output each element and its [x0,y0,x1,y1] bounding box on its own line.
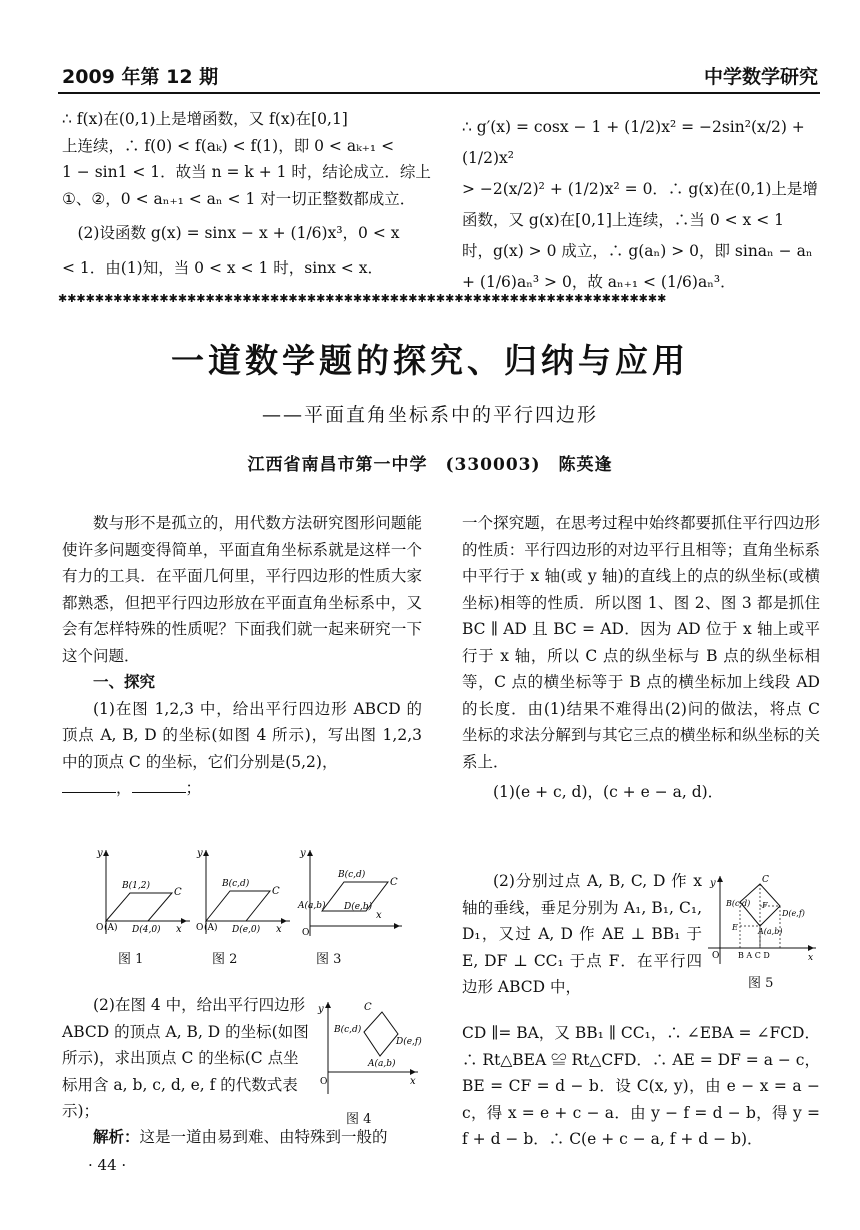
fig1-y: y [97,848,103,859]
right-paragraph-2b [462,1020,820,1153]
figure-3-caption: 图 3 [316,952,342,967]
figure-5 [704,872,820,964]
article-title: 一道数学题的探究、归纳与应用 [171,341,689,380]
fig3-D: D(e,b) [344,902,373,912]
fig3-O: O [302,928,310,936]
fig2-C: C [272,886,280,897]
blank-sep: ， [116,779,132,797]
fig2-D: D(e,0) [232,925,261,935]
fig4-O: O [320,1077,328,1087]
fig5-D: D(e,f) [782,909,805,918]
prev-right-line: + (1/6)aₙ³ > 0，故 aₙ₊₁ < (1/6)aₙ³． [462,273,736,291]
header-rule [58,92,820,94]
fig4-D: D(e,f) [396,1037,422,1047]
fig2-y: y [197,848,203,859]
fig5-F: F [762,901,768,910]
fig1-D: D(4,0) [132,925,161,935]
prev-article-right [462,112,822,298]
analysis-label: 解析： [93,1128,140,1146]
article-author: 江西省南昌市第一中学 (330003) 陈英逢 [247,455,613,475]
question-2 [62,992,310,1125]
right-paragraph-1: 一个探究题，在思考过程中始终都要抓住平行四边形的性质：平行四边形的对边平行且相等；直角坐标系中平行于 x 轴(或 y 轴)的直线上的点的纵坐标(或横坐标)相等的性质．所以图 1、图 2、图 3 都是抓住 BC ∥ AD 且 BC = AD．因为 AD 位于 x 轴上或平行于 x 轴，所以 C 点的纵坐标与 B 点的纵坐标相等，C 点的横坐标等于 B 点的横坐标加上线段 AD 的长度．由(1)结果不难得出(2)问的做法，将点 C 坐标的求法分解到与其它三点的横坐标和纵坐标的关系上． [462,514,820,771]
right-column [462,510,820,806]
fig4-A: A(a,b) [368,1059,396,1069]
fig3-A: A(a,b) [298,901,326,911]
fig3-C: C [390,877,398,888]
prev-left-line: < 1．由(1)知，当 0 < x < 1 时，sinx < x． [62,258,383,277]
analysis-text: 这是一道由易到难、由特殊到一般的 [139,1128,388,1146]
question-2-text: (2)在图 4 中，给出平行四边形 ABCD 的顶点 A, B, D 的坐标(如图所示)，求出顶点 C 的坐标(C 点坐标用含 a, b, c, d, e, f 的代数式表示)； [62,996,309,1120]
section-heading [62,669,422,696]
figure-2 [192,846,292,936]
prev-left-line: ①、②，0 < aₙ₊₁ < aₙ < 1 对一切正整数都成立． [62,189,416,208]
intro-paragraph: 数与形不是孤立的，用代数方法研究图形问题能使许多问题变得简单，平面直角坐标系就是这样一个有力的工具．在平面几何里，平行四边形的性质大家都熟悉，但把平行四边形放在平面直角坐标系中，又会有怎样特殊的性质呢？下面我们就一起来研究一下这个问题． [62,514,422,665]
prev-left-line: ∴ f(x)在(0,1)上是增函数，又 f(x)在[0,1] [62,110,348,128]
fig3-y: y [300,848,306,859]
section-title: 一、探究 [93,673,156,691]
fig3-B: B(c,d) [338,870,366,880]
right-paragraph-2a [462,868,702,1001]
fig2-B: B(c,d) [222,879,250,889]
fig4-x: x [410,1076,416,1087]
article-subtitle: ——平面直角坐标系中的平行四边形 [261,404,598,426]
fig1-B: B(1,2) [122,881,150,891]
figure-4 [312,998,422,1094]
fig3-x: x [376,910,382,921]
prev-left-line: (2)设函数 g(x) = sinx − x + (1/6)x³，0 < x [62,224,400,242]
fig2-O: O [196,923,204,933]
fig4-C: C [364,1002,372,1013]
fig5-C: C [762,875,769,885]
figure-2-caption: 图 2 [212,952,238,967]
right-paragraph-2a-text: (2)分别过点 A, B, C, D 作 x 轴的垂线，垂足分别为 A₁, B₁, C₁, D₁，又过 A, D 作 AE ⊥ BB₁ 于 E, DF ⊥ CC₁ 于点 F．在平行四边形 ABCD 中， [462,872,702,996]
figure-1-caption: 图 1 [118,952,144,967]
fig1-x: x [176,924,182,935]
right-paragraph-2b-text: CD ∥= BA，又 BB₁ ∥ CC₁，∴ ∠EBA = ∠FCD．∴ Rt△BEA ≌ Rt△CFD．∴ AE = DF = a − c，BE = CF = d − b．设 C(x, y)，由 e − x = a − c，得 x = e + c − a．由 y − f = d − b，得 y = f + d − b．∴ C(e + c − a, f + d − b)． [462,1024,820,1148]
analysis-paragraph [62,1124,422,1151]
fig1-A: (A) [104,923,118,933]
fig5-x: x [808,953,814,963]
question-1 [62,696,422,776]
figure-5-caption: 图 5 [748,976,774,991]
prev-left-line: 1 − sin1 < 1．故当 n = k + 1 时，结论成立．综上 [62,163,431,181]
blank-end: ； [185,779,202,797]
journal-issue: 2009 年第 12 期 [62,66,219,88]
page-number: · 44 · [88,1156,127,1174]
prev-right-line: 函数，又 g(x)在[0,1]上连续，∴当 0 < x < 1 [462,211,785,229]
fig5-B: B(c,d) [726,899,751,908]
answer-1: (1)(e + c, d)，(c + e − a, d)． [493,783,724,801]
fig1-O: O [96,923,104,933]
prev-right-line: ∴ g′(x) = cosx − 1 + (1/2)x² = −2sin²(x/2) + (1/2)x² [462,118,805,167]
fig5-axis-feet: B A C D [738,951,770,960]
star-divider: ✱✱✱✱✱✱✱✱✱✱✱✱✱✱✱✱✱✱✱✱✱✱✱✱✱✱✱✱✱✱✱✱✱✱✱✱✱✱✱✱✱✱✱✱✱✱✱✱✱✱✱✱✱✱✱✱✱✱✱✱✱✱✱✱✱✱ [58,293,667,305]
figure-4-caption: 图 4 [346,1112,372,1127]
fig2-A: (A) [204,923,218,933]
figure-3 [292,846,412,936]
prev-article-left [62,106,432,281]
fig5-y: y [710,878,716,889]
fig4-B: B(c,d) [334,1025,362,1035]
question-1-blanks [62,775,422,802]
answer-blank [62,778,116,793]
analysis [62,1124,422,1151]
fig5-O: O [712,951,720,961]
question-1-text: (1)在图 1,2,3 中，给出平行四边形 ABCD 的顶点 A, B, D 的坐标(如图 4 所示)，写出图 1,2,3 中的顶点 C 的坐标，它们分别是(5,2)， [62,699,422,771]
fig2-x: x [276,924,282,935]
figure-1 [92,846,192,936]
fig5-A: A(a,b) [758,927,783,936]
fig1-C: C [174,887,182,898]
fig4-y: y [318,1004,324,1015]
journal-name: 中学数学研究 [703,66,818,88]
prev-left-line: 上连续，∴ f(0) < f(aₖ) < f(1)，即 0 < aₖ₊₁ < [62,136,395,155]
fig5-E: E [732,923,738,932]
answer-blank [132,778,186,793]
prev-right-line: > −2(x/2)² + (1/2)x² = 0．∴ g(x)在(0,1)上是增 [462,180,818,198]
prev-right-line: 时，g(x) > 0 成立，∴ g(aₙ) > 0，即 sinaₙ − aₙ [462,242,813,260]
left-column [62,510,422,802]
